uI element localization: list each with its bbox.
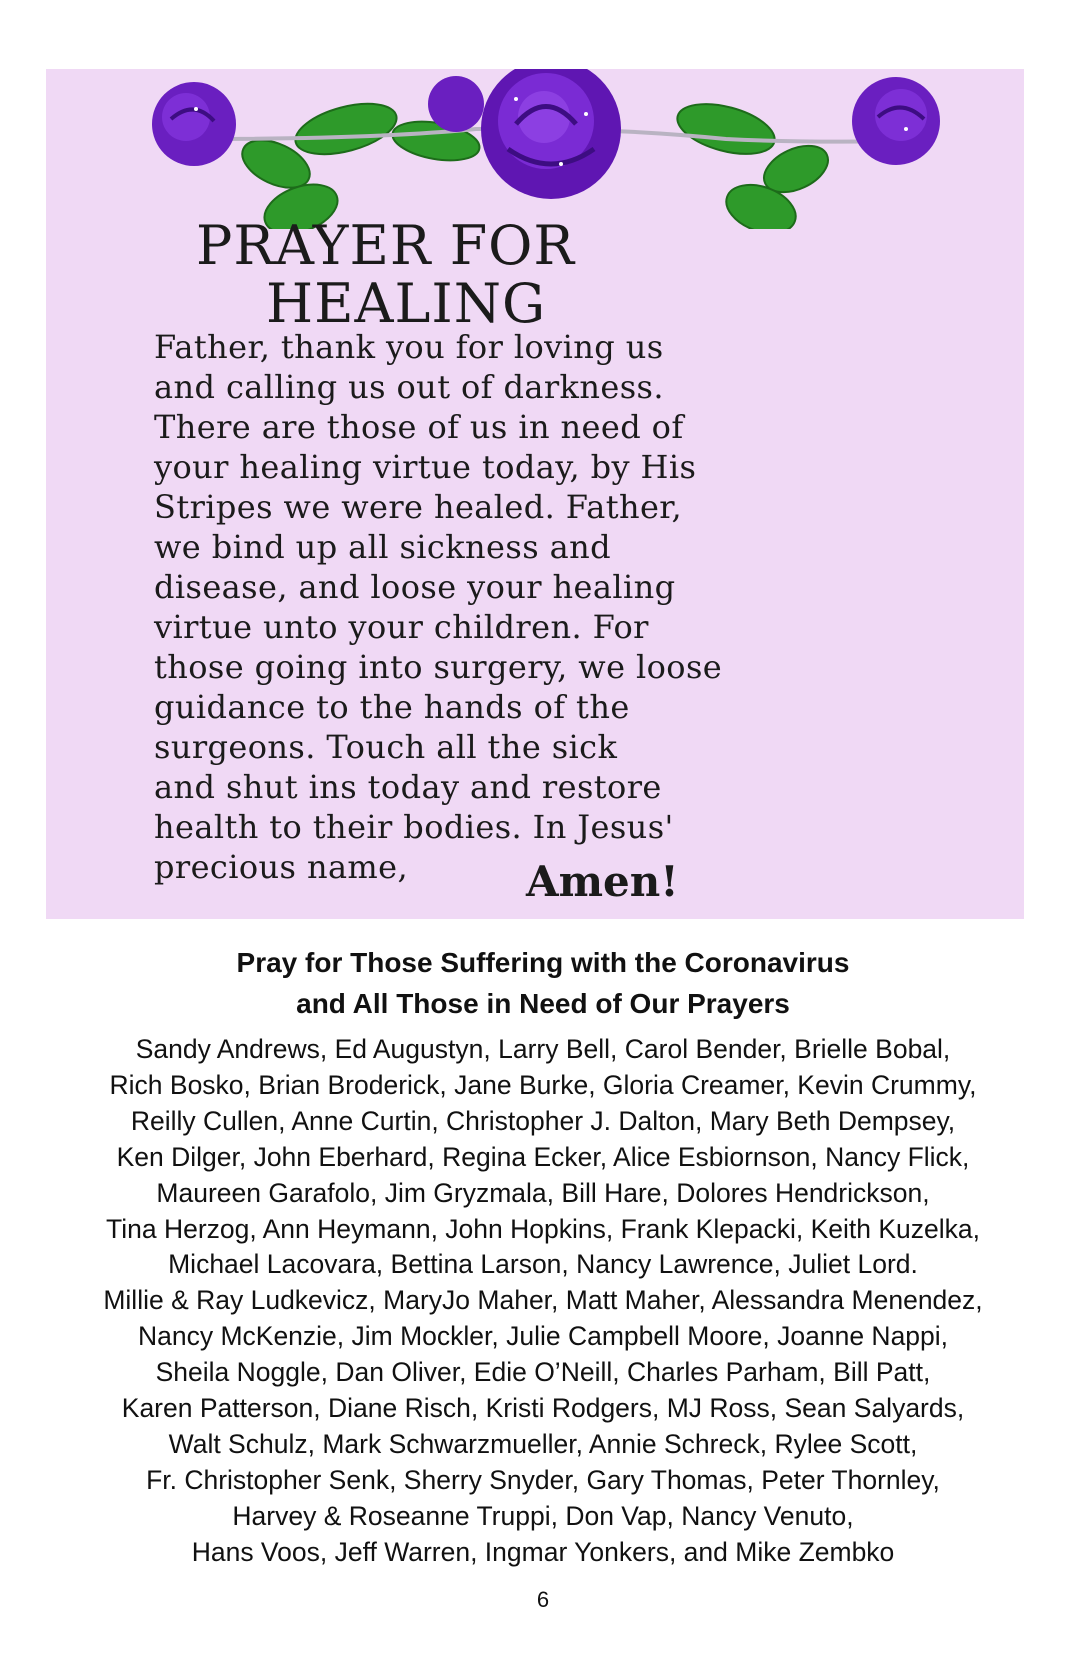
prayer-line: your healing virtue today, by His xyxy=(154,448,697,486)
prayer-closing: Amen! xyxy=(526,857,679,906)
name-list-line: Michael Lacovara, Bettina Larson, Nancy Lawrence, Juliet Lord. xyxy=(168,1249,918,1280)
prayer-line: Father, thank you for loving us xyxy=(154,328,664,366)
name-list-line: Rich Bosko, Brian Broderick, Jane Burke, Gloria Creamer, Kevin Crummy, xyxy=(109,1069,977,1100)
name-list-line: Harvey & Roseanne Truppi, Don Vap, Nancy Venuto, xyxy=(232,1500,854,1531)
name-list-line: Ken Dilger, John Eberhard, Regina Ecker, Alice Esbiornson, Nancy Flick, xyxy=(116,1141,970,1172)
prayer-line: those going into surgery, we loose xyxy=(154,648,723,686)
page-number: 6 xyxy=(536,1587,550,1612)
left-rose-icon xyxy=(152,82,236,166)
prayer-text xyxy=(154,327,974,887)
prayer-line: There are those of us in need of xyxy=(154,408,684,446)
name-list-line: Karen Patterson, Diane Risch, Kristi Rodgers, MJ Ross, Sean Salyards, xyxy=(121,1393,965,1424)
name-list-line: Reilly Cullen, Anne Curtin, Christopher J. Dalton, Mary Beth Dempsey, xyxy=(130,1105,956,1136)
prayer-name-list xyxy=(0,1032,1086,1571)
name-list-line: Millie & Ray Ludkevicz, MaryJo Maher, Matt Maher, Alessandra Menendez, xyxy=(103,1285,983,1316)
prayer-line: surgeons. Touch all the sick xyxy=(154,728,618,766)
prayer-title-line-1: PRAYER FOR xyxy=(196,214,576,277)
prayer-line: health to their bodies. In Jesus' xyxy=(154,808,674,846)
prayer-list-heading xyxy=(0,942,1086,1024)
name-list-line: Walt Schulz, Mark Schwarzmueller, Annie Schreck, Rylee Scott, xyxy=(168,1428,918,1459)
purple-roses-illustration xyxy=(46,69,1024,229)
right-rose-icon xyxy=(852,77,940,165)
prayer-list-heading-line-2: and All Those in Need of Our Prayers xyxy=(296,988,790,1019)
name-list-line: Hans Voos, Jeff Warren, Ingmar Yonkers, and Mike Zembko xyxy=(191,1536,895,1567)
prayer-line: and shut ins today and restore xyxy=(154,768,662,806)
name-list-line: Tina Herzog, Ann Heymann, John Hopkins, Frank Klepacki, Keith Kuzelka, xyxy=(106,1213,980,1244)
name-list-line: Fr. Christopher Senk, Sherry Snyder, Gary Thomas, Peter Thornley, xyxy=(146,1464,940,1495)
prayer-card xyxy=(46,69,1024,919)
prayer-line: guidance to the hands of the xyxy=(154,688,630,726)
name-list-line: Maureen Garafolo, Jim Gryzmala, Bill Hare, Dolores Hendrickson, xyxy=(156,1177,930,1208)
prayer-title-line-2: HEALING xyxy=(266,272,547,335)
name-list-line: Sandy Andrews, Ed Augustyn, Larry Bell, Carol Bender, Brielle Bobal, xyxy=(135,1034,951,1064)
name-list-line: Nancy McKenzie, Jim Mockler, Julie Campbell Moore, Joanne Nappi, xyxy=(137,1321,949,1352)
prayer-line: and calling us out of darkness. xyxy=(154,368,664,406)
prayer-line: Stripes we were healed. Father, xyxy=(154,488,683,526)
prayer-title xyxy=(196,214,836,335)
prayer-line: virtue unto your children. For xyxy=(154,608,649,646)
prayer-line: we bind up all sickness and xyxy=(154,528,611,566)
prayer-line: precious name, xyxy=(154,848,409,886)
name-list-line: Sheila Noggle, Dan Oliver, Edie O’Neill, Charles Parham, Bill Patt, xyxy=(155,1357,931,1388)
prayer-list-heading-line-1: Pray for Those Suffering with the Coronavirus xyxy=(236,947,850,978)
prayer-line: disease, and loose your healing xyxy=(154,568,676,606)
